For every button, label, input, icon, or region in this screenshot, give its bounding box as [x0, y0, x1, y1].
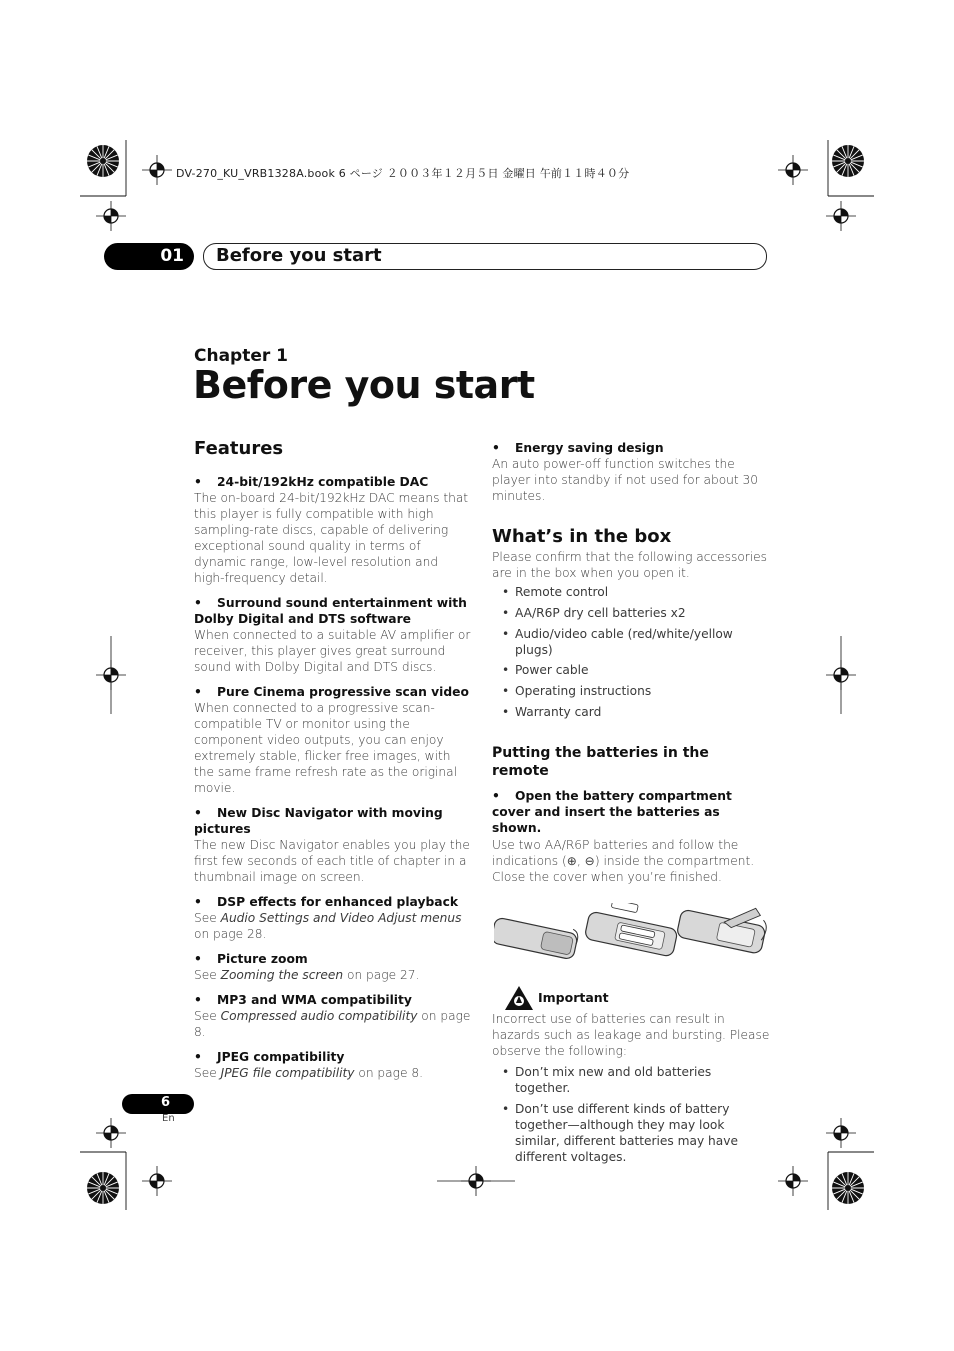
feature-title: Surround sound entertainment with Dolby Digital and DTS software [194, 596, 467, 626]
feature-body: When connected to a progressive scan-compatible TV or monitor using the component video outputs, you can enjoy extremely stable, flicker free images, with the same frame refresh rate as the original movie. [194, 701, 458, 795]
feature-title: 24-bit/192kHz compatible DAC [217, 475, 429, 489]
features-heading: Features [194, 438, 284, 459]
feature-item: • Surround sound entertainment with Dolby Digital and DTS software When connected to a suitable AV amplifier or receiver, this player gives great surround sound with Dolby Digital and DTS discs. [194, 596, 471, 674]
cross-reference-link: Compressed audio compatibility [220, 1009, 418, 1023]
feature-body: See Compressed audio compatibility on page 8. [194, 1009, 471, 1039]
box-intro: Please confirm that the following accessories are in the box when you open it. [492, 550, 768, 580]
list-item: • Warranty card [492, 704, 770, 720]
feature-title: Pure Cinema progressive scan video [217, 685, 469, 699]
list-item: • AA/R6P dry cell batteries x2 [492, 605, 770, 621]
feature-item: • JPEG compatibility See JPEG file compatibility on page 8. [194, 1049, 472, 1081]
cross-reference-link: Audio Settings and Video Adjust menus [220, 911, 462, 925]
list-item: • Don’t mix new and old batteries together. [492, 1064, 770, 1096]
feature-title: Energy saving design [515, 441, 664, 455]
feature-item: • Picture zoom See Zooming the screen on page 27. [194, 951, 472, 983]
list-item: • Power cable [492, 662, 770, 678]
page-number: 6 [160, 1095, 170, 1110]
feature-title: MP3 and WMA compatibility [217, 993, 412, 1007]
list-item: • Operating instructions [492, 683, 770, 699]
feature-body: See JPEG file compatibility on page 8. [194, 1066, 423, 1080]
feature-item: • Pure Cinema progressive scan video When connected to a progressive scan-compatible TV or monitor using the component video outputs, you can enjoy extremely stable, flicker free images, with the same frame refresh rate as the original movie. [194, 684, 472, 796]
important-header [492, 985, 770, 1009]
feature-body: An auto power-off function switches the player into standby if not used for about 30 minutes. [492, 457, 759, 503]
important-intro: Incorrect use of batteries can result in hazards such as leakage and bursting. Please observe the following: [492, 1011, 770, 1058]
chapter-number: 01 [160, 246, 184, 266]
important-label: Important [538, 989, 609, 1005]
chapter-label: Chapter 1 [194, 346, 289, 366]
feature-body: See Audio Settings and Video Adjust menus on page 28. [194, 911, 462, 941]
page-number-pill [122, 1094, 194, 1114]
feature-item: • New Disc Navigator with moving pictures The new Disc Navigator enables you play the first few seconds of each title of chapter in a thumbnail image on screen. [194, 805, 472, 885]
batteries-heading: Putting the batteries in the remote [492, 744, 709, 779]
warning-icon [504, 985, 534, 1011]
feature-item: • MP3 and WMA compatibility See Compressed audio compatibility on page 8. [194, 993, 471, 1039]
chapter-title-tab [203, 243, 767, 270]
battery-step-body: Use two AA/R6P batteries and follow the indications (⊕, ⊖) inside the compartment. Close the cover when you’re finished. [492, 837, 755, 884]
page-title: Before you start [193, 363, 535, 407]
battery-step-title: Open the battery compartment cover and insert the batteries as shown. [492, 788, 732, 835]
chapter-tab-title: Before you start [216, 245, 382, 266]
list-item: • Don’t use different kinds of battery together—although they may look similar, different batteries may have different voltages. [492, 1101, 770, 1165]
feature-title: DSP effects for enhanced playback [217, 895, 459, 909]
cross-reference-link: Zooming the screen [220, 968, 344, 982]
feature-item: • DSP effects for enhanced playback See Audio Settings and Video Adjust menus on page 28. [194, 894, 472, 942]
box-contents-list [492, 584, 770, 720]
feature-body: When connected to a suitable AV amplifier or receiver, this player gives great surround sound with Dolby Digital and DTS discs. [194, 628, 471, 674]
list-item: • Audio/video cable (red/white/yellow plugs) [492, 626, 770, 658]
feature-body: See Zooming the screen on page 27. [194, 968, 420, 982]
file-header: DV-270_KU_VRB1328A.book 6 ページ ２００３年１２月５日 金曜日 午前１１時４０分 [176, 167, 630, 180]
chapter-number-pill [104, 243, 194, 270]
feature-title: New Disc Navigator with moving pictures [194, 806, 443, 836]
list-item: • Remote control [492, 584, 770, 600]
important-list [492, 1064, 770, 1165]
page-language: En [162, 1113, 175, 1124]
battery-illustration [494, 903, 772, 969]
feature-title: JPEG compatibility [217, 1050, 345, 1064]
left-column [194, 438, 472, 1090]
feature-item: • 24-bit/192kHz compatible DAC The on-board 24-bit/192kHz DAC means that this player is fully compatible with high sampling-rate discs, capable of delivering exceptional sound quality in terms of dynamic range, low-level resolution and high-frequency detail. [194, 474, 472, 586]
feature-item: • Energy saving design An auto power-off function switches the player into standby if not used for about 30 minutes. [492, 440, 770, 504]
feature-title: Picture zoom [217, 952, 308, 966]
feature-body: The new Disc Navigator enables you play the first few seconds of each title of chapter in a thumbnail image on screen. [194, 838, 470, 884]
right-column: • Energy saving design An auto power-off function switches the player into standby if not used for about 30 minutes. What’s in the box Please confirm that the following accessories are in the box when you open it. • Remote control • AA/R6P dry cell batteries x2 • Audio/video cable (red/white/yellow plugs) • Power cable • Operating instructions • Warranty card Putting the batteries in the remote • Open the battery compartment cover and insert the batteries as shown. Use two AA/R6P batteries and follow the indications (⊕, ⊖) inside the compartment. Close the cover when you’re finished. Important Incorrect use of batteries can result in hazards such as leakage and bursting. Please observe the following: • Don’t mix new and old batteries together. • Don’t use different kinds of battery together—although they may look similar, different batteries may have different voltages. [492, 440, 770, 1170]
box-heading: What’s in the box [492, 526, 672, 547]
cross-reference-link: JPEG file compatibility [220, 1066, 355, 1080]
feature-body: The on-board 24-bit/192kHz DAC means that this player is fully compatible with high sampling-rate discs, capable of delivering exceptional sound quality in terms of dynamic range, low-level resolution and high-frequency detail. [194, 491, 469, 585]
